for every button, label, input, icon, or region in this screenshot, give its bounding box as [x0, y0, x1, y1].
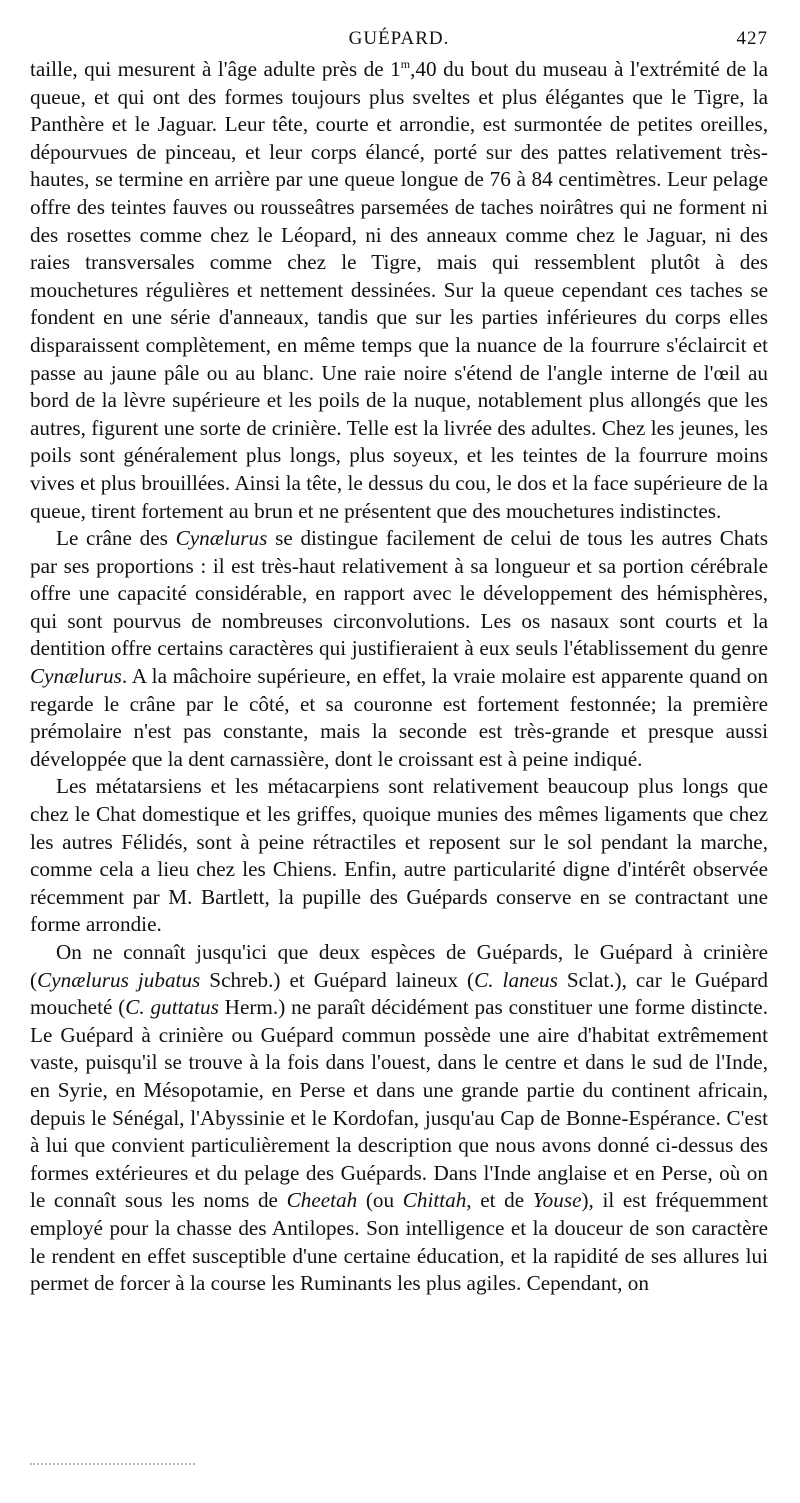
text-run: taille, qui mesurent à l'âge adulte près de 1 — [30, 57, 401, 81]
text-run: On ne connaît jusqu'ici que deux espèces de Guépards, le Guépard à crinière ( — [30, 940, 768, 992]
body-text — [30, 56, 768, 1298]
italic-term: Chittah — [402, 1188, 467, 1213]
running-title: GUÉPARD. — [348, 28, 450, 49]
italic-term: C. laneus — [474, 967, 558, 992]
text-run: ), il est fréquemment employé pour la chasse des Antilopes. Son intelligence et la douceur de son caractère le rendent en effet susceptible d'une certaine éducation, et la rapidité de ses allures lui permet de forcer à la course les Ruminants les plus agiles. Cependant, on — [30, 1188, 768, 1296]
page — [30, 22, 768, 1298]
italic-term: Cheetah — [286, 1188, 358, 1213]
text-run: Herm.) ne paraît décidément pas constituer une forme distincte. Le Guépard à crinière ou Guépard commun possède une aire d'habitat extrêmement vaste, puisqu'il se trouve à la fois dans l'ouest, dans le centre et dans le sud de l'Inde, en Syrie, en Mésopotamie, en Perse et dans une grande partie du continent africain, depuis le Sénégal, l'Abyssinie et le Kordofan, jusqu'au Cap de Bonne-Espérance. C'est à lui que convient particulièrement la description que nous avons donné ci-dessus des formes extérieures et du pelage des Guépards. Dans l'Inde anglaise et en Perse, où on le connaît sous les noms de — [30, 995, 768, 1213]
text-run: Sclat.), car le Guépard moucheté ( — [30, 967, 768, 1020]
text-run: Les métatarsiens et les métacarpiens sont relativement beaucoup plus longs que chez le Chat domestique et les griffes, quoique munies des mêmes ligaments que chez les autres Félidés, sont à peine rétractiles et reposent sur le sol pendant la marche, comme cela a lieu chez les Chiens. Enfin, autre particularité digne d'intérêt observée récemment par M. Bartlett, la pupille des Guépards conserve en se contractant une forme arrondie. — [30, 774, 768, 937]
text-run: , et de — [466, 1188, 533, 1213]
italic-term: Cynælurus jubatus — [37, 967, 201, 992]
italic-term: Cynælurus — [175, 526, 268, 551]
text-run: se distingue facilement de celui de tous les autres Chats par ses proportions : il est très-haut relativement à sa longueur et sa portion cérébrale offre une capacité considérable, en rapport avec le développement des hémisphères, qui sont pourvus de nombreuses circonvolutions. Les os nasaux sont courts et la dentition offre certains caractères qui justifieraient à eux seuls l'établissement du genre — [30, 526, 769, 661]
paragraph — [30, 939, 768, 1298]
paragraph — [30, 525, 768, 773]
unit-superscript: m — [400, 57, 411, 71]
paragraph — [30, 773, 768, 939]
running-head — [30, 22, 768, 56]
italic-term: Cynælurus — [30, 664, 122, 689]
text-run: . A la mâchoire supérieure, en effet, la vraie molaire est apparente quand on regarde le crâne par le côté, et sa couronne est fortement festonnée; la première prémolaire n'est pas constante, mais la seconde est très-grande et presque aussi développée que la dent carnassière, dont le croissant est à peine indiqué. — [30, 664, 768, 771]
page-number: 427 — [736, 28, 768, 49]
text-run: Le crâne des — [56, 526, 176, 551]
scan-noise-line — [30, 1463, 195, 1465]
text-run: (ou — [357, 1188, 403, 1213]
italic-term: Youse — [532, 1188, 582, 1213]
text-run: ,40 du bout du museau à l'extrémité de la queue, et qui ont des formes toujours plus sveltes et plus élégantes que le Tigre, la Panthère et le Jaguar. Leur tête, courte et arrondie, est surmontée de petites oreilles, dépourvues de pinceau, et leur corps élancé, porté sur des pattes relativement très-hautes, se termine en arrière par une queue longue de 76 à 84 centimètres. Leur pelage offre des teintes fauves ou rousseâtres parsemées de taches noirâtres qui ne forment ni des rosettes comme chez le Léopard, ni des anneaux comme chez le Jaguar, ni des raies transversales comme chez le Tigre, mais qui ressemblent plutôt à des mouchetures régulières et nettement dessinées. Sur la queue cependant ces taches se fondent en une série d'anneaux, tandis que sur les parties inférieures du corps elles disparaissent complètement, en même temps que la nuance de la fourrure s'éclaircit et passe au jaune pâle ou au blanc. Une raie noire s'étend de l'angle interne de l'œil au bord de la lèvre supérieure et les poils de la nuque, notablement plus allongés que les autres, figurent une sorte de crinière. Telle est la livrée des adultes. Chez les jeunes, les poils sont généralement plus longs, plus soyeux, et les teintes de la fourrure moins vives et plus brouillées. Ainsi la tête, le dessus du cou, le dos et la face supérieure de la queue, tirent fortement au brun et ne présentent que des mouchetures indistinctes. — [30, 57, 768, 523]
text-run: Schreb.) et Guépard laineux ( — [200, 967, 475, 992]
paragraph — [30, 56, 768, 525]
italic-term: C. guttatus — [125, 995, 219, 1020]
